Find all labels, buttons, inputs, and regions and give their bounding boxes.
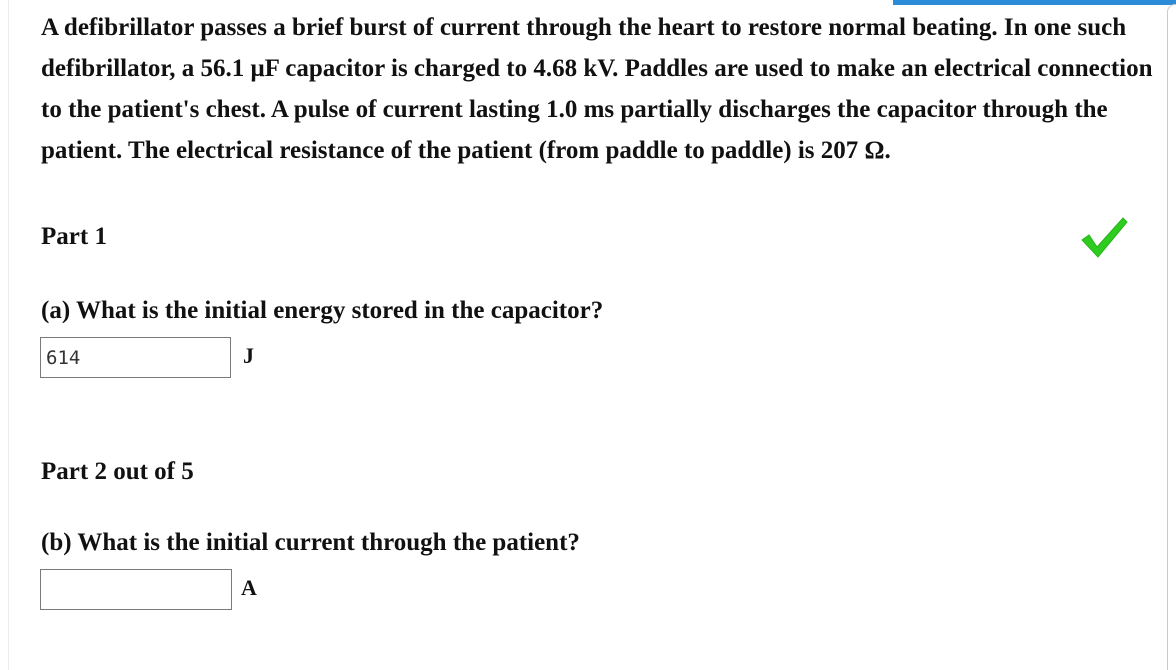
part-2-answer-input[interactable] bbox=[40, 569, 232, 610]
problem-statement: A defibrillator passes a brief burst of current through the heart to restore normal beating. In one such defibrillator, a 56.1 μF capacitor is charged to 4.68 kV. Paddles are used to make an electrical connection to the patient's chest. A pulse of current lasting 1.0 ms partially discharges the capacitor through the patient. The electrical resistance of the patient (from paddle to paddle) is 207 Ω. bbox=[41, 14, 1153, 164]
part-1-unit: J bbox=[243, 343, 254, 368]
checkmark-icon bbox=[1080, 216, 1128, 260]
part-1-answer-input[interactable] bbox=[40, 337, 231, 378]
part-2-question: (b) What is the initial current through the patient? bbox=[41, 529, 580, 556]
part-2-label: Part 2 out of 5 bbox=[41, 458, 194, 485]
top-accent-bar bbox=[893, 0, 1176, 5]
part-2-unit: A bbox=[241, 575, 257, 600]
content-left-border bbox=[8, 0, 9, 670]
part-1-label: Part 1 bbox=[41, 223, 107, 250]
part-1-question: (a) What is the initial energy stored in the capacitor? bbox=[41, 297, 604, 324]
scroll-frame-edge bbox=[1167, 4, 1176, 670]
